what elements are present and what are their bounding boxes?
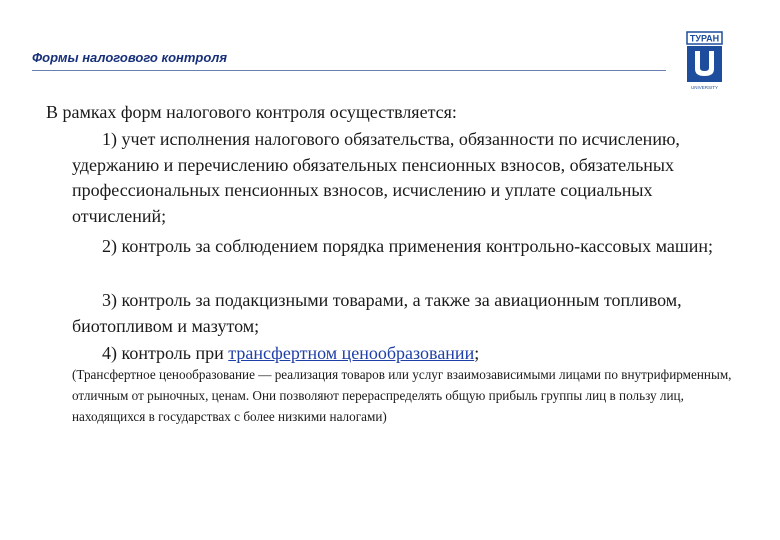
list-item-4-prefix: 4) контроль при — [102, 343, 229, 363]
turan-university-logo — [686, 31, 723, 91]
intro-heading: В рамках форм налогового контроля осуществляется: — [46, 102, 457, 122]
logo-text-bottom: UNIVERSITY — [690, 85, 719, 90]
header-title: Формы налогового контроля — [32, 50, 228, 65]
list-item-2: 2) контроль за соблюдением порядка применения контрольно-кассовых машин; — [102, 236, 713, 256]
list-item-4-suffix: ; — [474, 343, 480, 363]
list-item-1: 1) учет исполнения налогового обязательства, обязанности по исчислению, удержанию и перечислению обязательных пенсионных взносов, обязательных профессиональных пенсионных взносов, исчислению и уплате социальных отчислений; — [72, 129, 680, 226]
transfer-pricing-link[interactable]: трансфертном ценообразовании — [228, 343, 475, 363]
logo-graphic — [686, 31, 723, 91]
header-divider — [32, 70, 666, 71]
transfer-pricing-note: (Трансфертное ценообразование — реализация товаров или услуг взаимозависимыми лицами по внутрифирменным, отличным от рыночных, ценам. Они позволяют перераспределять общую прибыль группы лиц в пользу лиц, находящихся в государствах с более низкими налогами) — [72, 367, 732, 424]
list-item-4 — [72, 341, 722, 367]
logo-text-top: ТУРАН — [689, 33, 720, 44]
list-item-3: 3) контроль за подакцизными товарами, а также за авиационным топливом, биотопливом и мазутом; — [72, 290, 682, 336]
